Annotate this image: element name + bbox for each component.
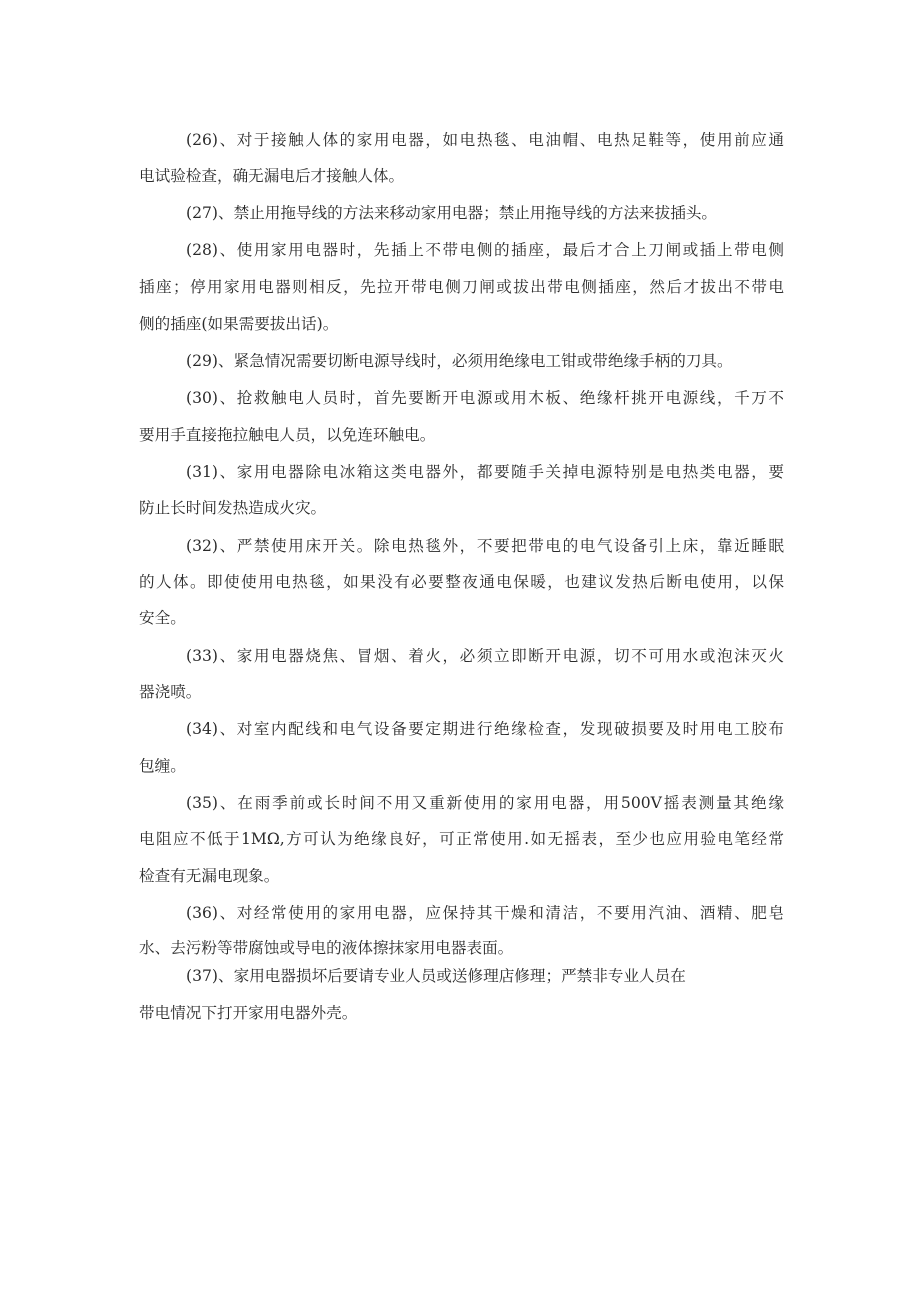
paragraph-line: (30)、抢救触电人员时，首先要断开电源或用木板、绝缘杆挑开电源线，千万不 xyxy=(186,389,784,407)
paragraph-line: 包缠。 xyxy=(139,757,186,775)
paragraph-line: 电阻应不低于1MΩ,方可认为绝缘良好，可正常使用.如无摇表，至少也应用验电笔经常 xyxy=(139,830,784,848)
paragraph-line: 带电情况下打开家用电器外壳。 xyxy=(139,1004,358,1022)
paragraph-line: 检查有无漏电现象。 xyxy=(139,867,280,885)
paragraph-line: 防止长时间发热造成火灾。 xyxy=(139,499,327,517)
paragraph-line: (32)、严禁使用床开关。除电热毯外，不要把带电的电气设备引上床，靠近睡眠 xyxy=(186,537,784,555)
paragraph-line: 要用手直接拖拉触电人员，以免连环触电。 xyxy=(139,426,436,444)
paragraph-line: (35)、在雨季前或长时间不用又重新使用的家用电器，用500V摇表测量其绝缘 xyxy=(186,794,784,812)
paragraph-line: (34)、对室内配线和电气设备要定期进行绝缘检查，发现破损要及时用电工胶布 xyxy=(186,720,784,738)
paragraph-line: (28)、使用家用电器时，先插上不带电侧的插座，最后才合上刀闸或插上带电侧 xyxy=(186,241,784,259)
paragraph-line: 电试验检查，确无漏电后才接触人体。 xyxy=(139,167,405,185)
paragraph-line: (31)、家用电器除电冰箱这类电器外，都要随手关掉电源特别是电热类电器，要 xyxy=(186,463,784,481)
paragraph-line: 侧的插座(如果需要拔出话)。 xyxy=(139,315,339,333)
paragraph-line: (27)、禁止用拖导线的方法来移动家用电器；禁止用拖导线的方法来拔插头。 xyxy=(186,204,718,222)
paragraph-line: (26)、对于接触人体的家用电器，如电热毯、电油帽、电热足鞋等，使用前应通 xyxy=(186,131,784,149)
paragraph-line: (33)、家用电器烧焦、冒烟、着火，必须立即断开电源，切不可用水或泡沫灭火 xyxy=(186,647,784,665)
paragraph-line: 插座；停用家用电器则相反，先拉开带电侧刀闸或拔出带电侧插座，然后才拔出不带电 xyxy=(139,278,784,296)
paragraph-line: 的人体。即使使用电热毯，如果没有必要整夜通电保暖，也建议发热后断电使用，以保 xyxy=(139,573,784,591)
paragraph-line: 安全。 xyxy=(139,609,186,627)
paragraph-line: (36)、对经常使用的家用电器，应保持其干燥和清洁，不要用汽油、酒精、肥皂 xyxy=(186,904,784,922)
paragraph-line: 水、去污粉等带腐蚀或导电的液体擦抹家用电器表面。 xyxy=(139,939,514,957)
paragraph-line: (29)、紧急情况需要切断电源导线时，必须用绝缘电工钳或带绝缘手柄的刀具。 xyxy=(186,352,733,370)
paragraph-line: (37)、家用电器损坏后要请专业人员或送修理店修理；严禁非专业人员在 xyxy=(186,967,686,985)
paragraph-line: 器浇喷。 xyxy=(139,683,202,701)
